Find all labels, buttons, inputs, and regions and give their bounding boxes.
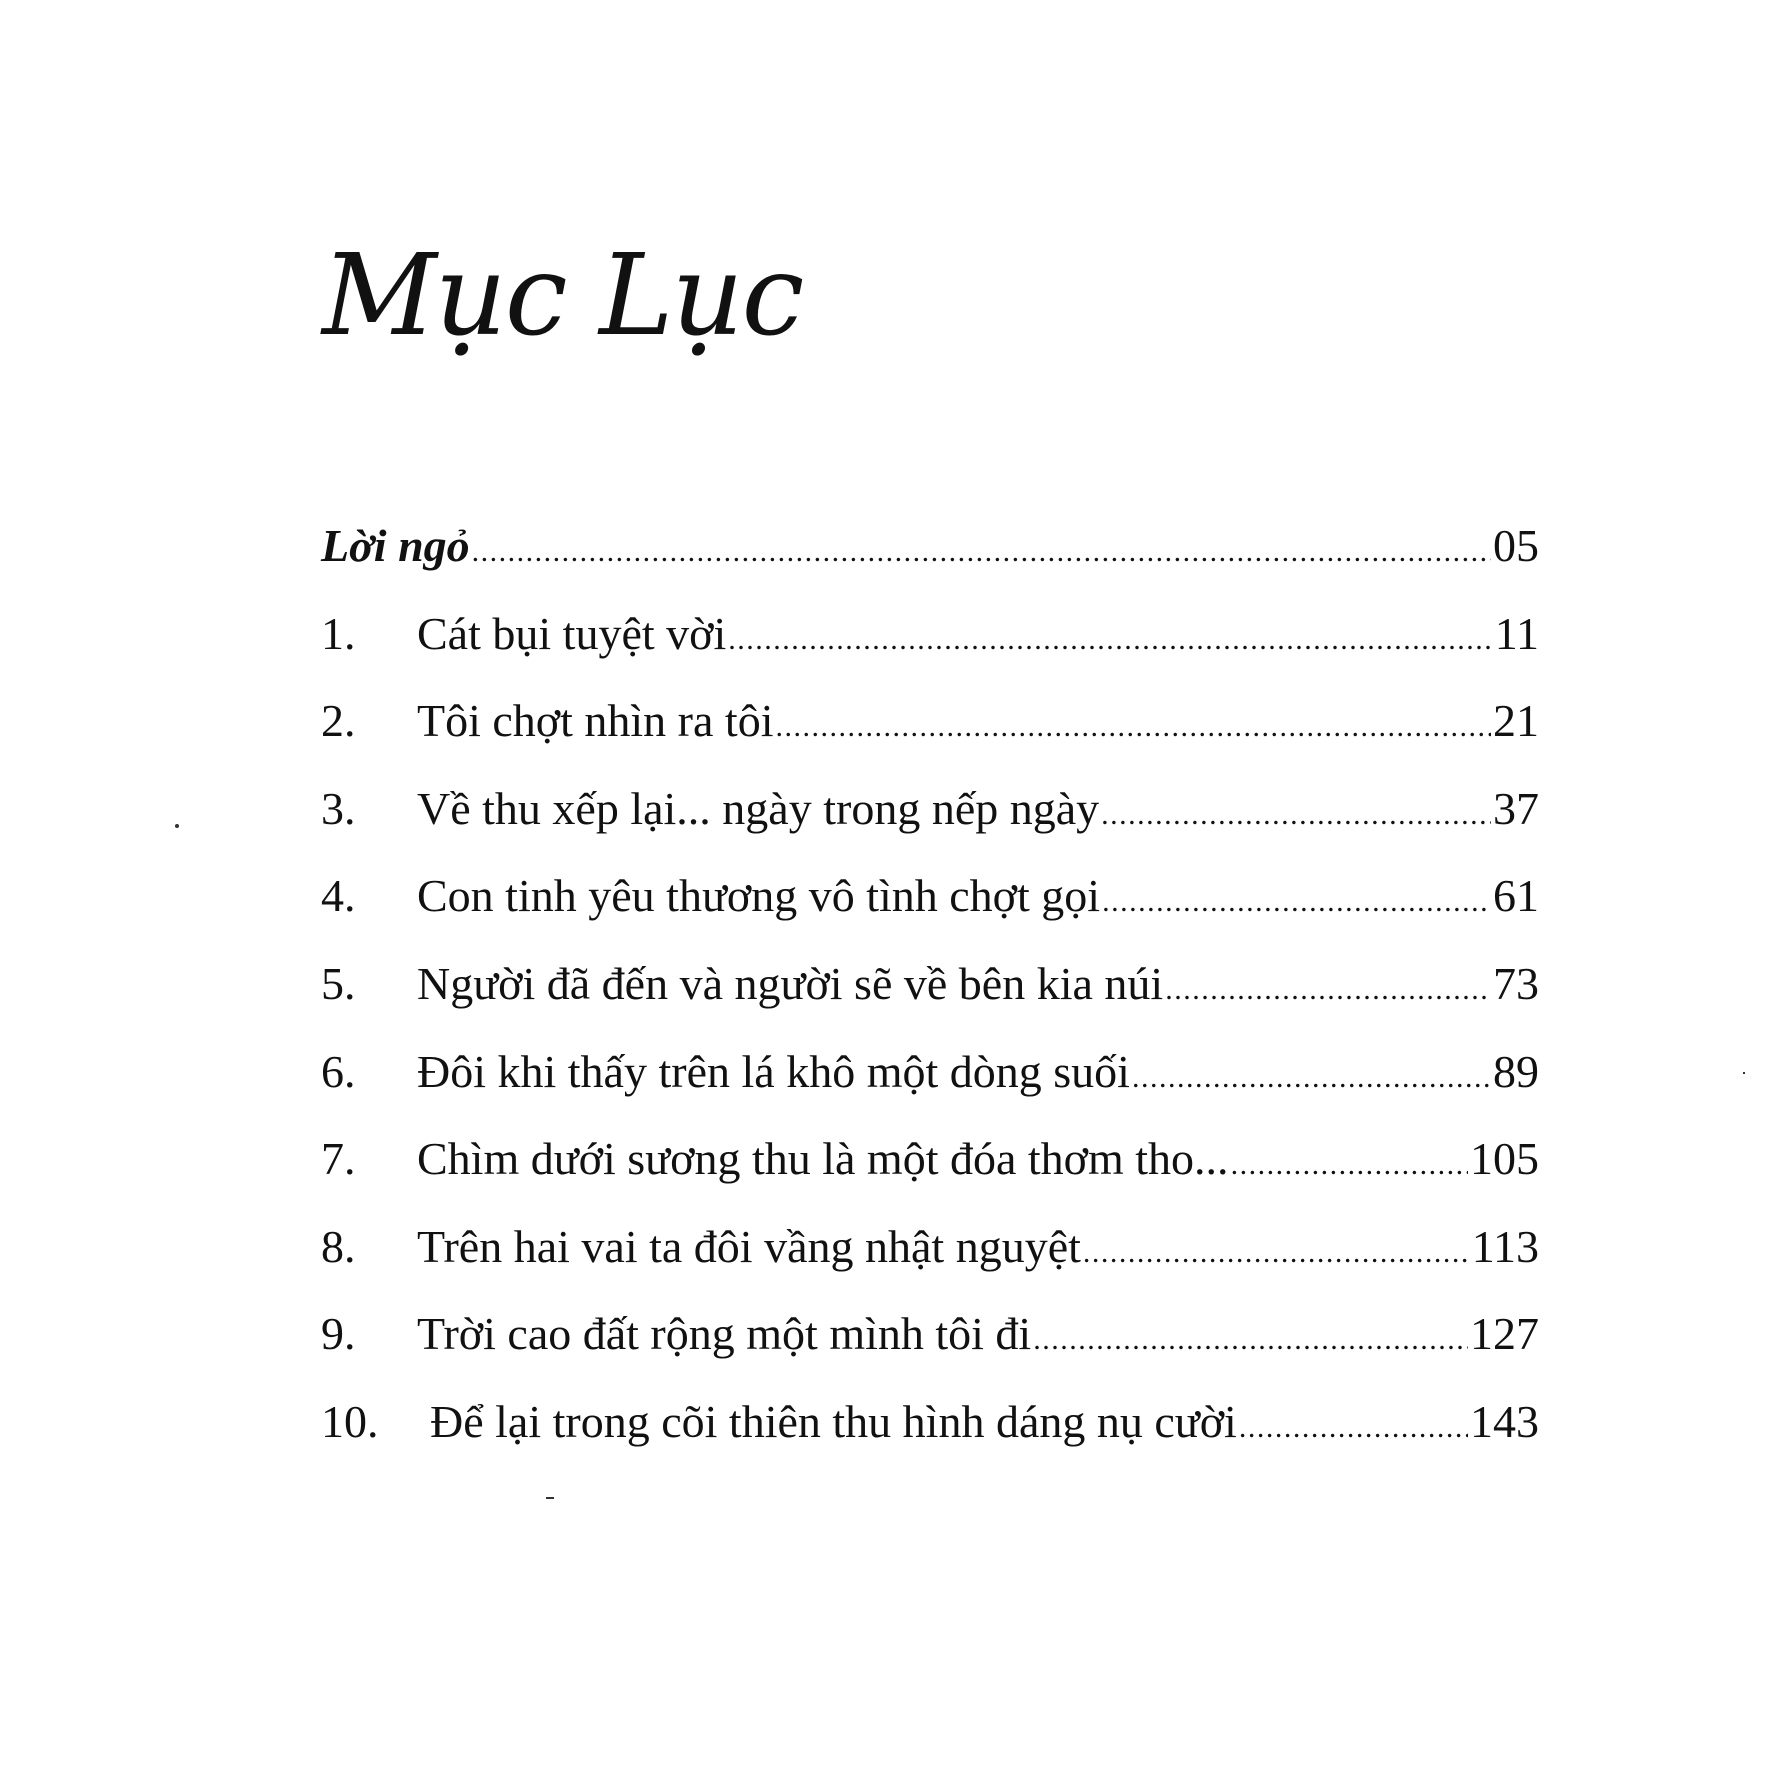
toc-entry-number: 3. xyxy=(321,782,356,834)
toc-entry-label: Cát bụi tuyệt vời xyxy=(417,607,727,659)
page-title: Mục Lục xyxy=(322,231,803,361)
dot-leader xyxy=(1132,1048,1491,1108)
toc-entry-intro[interactable] xyxy=(321,516,1539,604)
toc-entry-page: 105 xyxy=(1470,1133,1539,1185)
toc-entry-number: 1. xyxy=(321,607,356,659)
toc-entry[interactable] xyxy=(321,1129,1539,1217)
dot-leader xyxy=(472,522,1491,582)
toc-entry[interactable] xyxy=(321,1392,1539,1480)
toc-entry-page: 143 xyxy=(1470,1395,1539,1447)
dot-leader xyxy=(1083,1223,1470,1283)
toc-entry-page: 11 xyxy=(1494,607,1539,659)
dot-leader xyxy=(1102,872,1491,932)
toc-entry-label: Đôi khi thấy trên lá khô một dòng suối xyxy=(417,1045,1130,1097)
toc-entry-number: 8. xyxy=(321,1220,356,1272)
toc-entry-number: 6. xyxy=(321,1045,356,1097)
toc-entry-label: Lời ngỏ xyxy=(321,520,470,571)
toc-entry-page: 73 xyxy=(1493,957,1539,1009)
toc-entry[interactable] xyxy=(321,604,1539,692)
toc-entry-number: 9. xyxy=(321,1308,356,1360)
toc-entry[interactable] xyxy=(321,1042,1539,1130)
toc-entry-page: 113 xyxy=(1471,1220,1539,1272)
toc-entry-label: Chìm dưới sương thu là một đóa thơm tho... xyxy=(417,1133,1229,1185)
toc-entry[interactable] xyxy=(321,1217,1539,1305)
toc-entry-number: 4. xyxy=(321,870,356,922)
toc-entry-number: 5. xyxy=(321,957,356,1009)
scan-speck xyxy=(546,1497,554,1499)
toc-entry-number: 10. xyxy=(321,1395,379,1447)
toc-entry-page: 05 xyxy=(1493,520,1539,571)
toc-entry[interactable] xyxy=(321,779,1539,867)
dot-leader xyxy=(1101,785,1491,845)
toc-entry-label: Tôi chợt nhìn ra tôi xyxy=(417,695,774,747)
dot-leader xyxy=(775,697,1491,757)
toc-entry-page: 89 xyxy=(1493,1045,1539,1097)
toc-entry[interactable] xyxy=(321,691,1539,779)
dot-leader xyxy=(1231,1135,1468,1195)
dot-leader xyxy=(1239,1398,1468,1458)
dot-leader xyxy=(1165,960,1491,1020)
toc-entry-label: Trên hai vai ta đôi vầng nhật nguyệt xyxy=(417,1220,1081,1272)
toc-entry-page: 127 xyxy=(1470,1308,1539,1360)
dot-leader xyxy=(1033,1310,1468,1370)
toc-entry-label: Để lại trong cõi thiên thu hình dáng nụ cười xyxy=(430,1395,1237,1447)
dot-leader xyxy=(728,610,1492,670)
toc-entry-label: Con tinh yêu thương vô tình chợt gọi xyxy=(417,870,1101,922)
toc-entry[interactable] xyxy=(321,866,1539,954)
toc-entry-page: 21 xyxy=(1493,695,1539,747)
toc-entry-number: 7. xyxy=(321,1133,356,1185)
toc-entry[interactable] xyxy=(321,1304,1539,1392)
table-of-contents xyxy=(321,516,1539,1480)
toc-entry-page: 37 xyxy=(1493,782,1539,834)
toc-entry-label: Người đã đến và người sẽ về bên kia núi xyxy=(417,957,1164,1009)
scan-speck xyxy=(175,824,179,828)
toc-entry-page: 61 xyxy=(1493,870,1539,922)
toc-entry-label: Trời cao đất rộng một mình tôi đi xyxy=(417,1308,1032,1360)
toc-entry[interactable] xyxy=(321,954,1539,1042)
scan-speck xyxy=(1743,1072,1745,1074)
toc-entry-number: 2. xyxy=(321,695,356,747)
toc-entry-label: Về thu xếp lại... ngày trong nếp ngày xyxy=(417,782,1100,834)
